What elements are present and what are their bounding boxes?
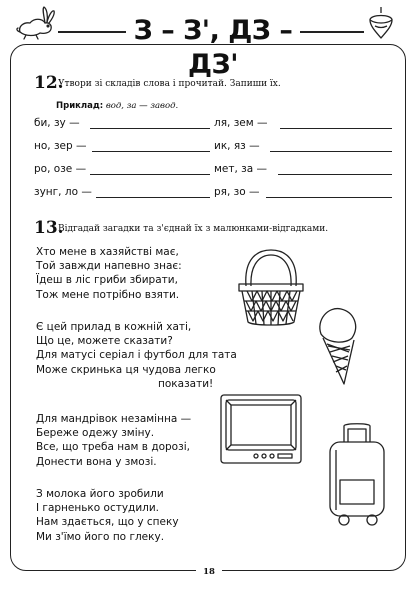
tv-icon[interactable] [218,392,304,466]
answer-line-left[interactable] [92,151,210,152]
rabbit-icon [14,4,58,42]
riddle-line: Для мандрівок незамінна — [36,413,192,425]
page-number: 18 [196,567,222,577]
task-13-number: 13. [34,218,64,238]
riddle-line: З молока його зробили [36,488,164,500]
answer-line-right[interactable] [278,174,392,175]
riddle-line: Хто мене в хазяйстві має, [36,246,179,258]
riddle-line: Для матусі серіал і футбол для тата [36,349,237,362]
basket-icon[interactable] [234,246,308,330]
riddle-line: Є цей прилад в кожній хаті, [36,321,192,333]
word-row-2 [34,140,394,156]
syllables-left: но, зер — [34,140,87,152]
header-rule-right [300,31,364,33]
riddle-1[interactable] [36,245,182,302]
spinning-top-icon [366,6,396,40]
syllables-left: зунг, ло — [34,186,92,198]
task-12-example [56,101,178,111]
riddle-line: Нам здається, що у спеку [36,516,179,529]
riddle-line: Що це, можете сказати? [36,335,173,348]
riddle-line: Їдеш в ліс гриби збирати, [36,274,178,287]
word-row-1 [34,117,394,133]
riddle-3[interactable] [36,412,191,469]
task-12-number: 12. [34,73,64,93]
riddle-2[interactable] [36,320,237,391]
syllables-right: ря, зо — [214,186,260,198]
riddle-line: І гарненько остудили. [36,502,160,515]
syllables-right: ля, зем — [214,117,268,129]
riddle-line: Все, що треба нам в дорозі, [36,441,190,454]
answer-line-right[interactable] [270,151,392,152]
riddle-line: Донести вона у змозі. [36,455,157,468]
header-rule-left [58,31,126,33]
task-12-instruction: Утвори зі складів слова і прочитай. Запиши їх. [58,79,281,89]
page-title: З – З', ДЗ – ДЗ' [133,15,293,80]
riddle-line: Береже одежу зміну. [36,427,155,440]
word-row-3 [34,163,394,179]
answer-line-left[interactable] [96,197,210,198]
riddle-line: показати! [158,377,214,390]
task-13-instruction: Відгадай загадки та з'єднай їх з малюнками-відгадками. [58,224,329,234]
syllables-right: ик, яз — [214,140,260,152]
answer-line-right[interactable] [266,197,392,198]
riddle-line: Тож мене потрібно взяти. [36,288,180,301]
riddle-line: Той завжди напевно знає: [36,260,182,273]
example-text: вод, за — завод. [105,101,179,111]
riddle-line: Ми з'їмо його по глеку. [36,530,165,543]
ice-cream-icon[interactable] [314,302,360,388]
word-row-4 [34,186,394,202]
syllables-left: ро, озе — [34,163,87,175]
answer-line-right[interactable] [280,128,392,129]
riddle-4[interactable] [36,487,179,544]
syllables-left: би, зу — [34,117,80,129]
riddle-line: Може скринька ця чудова легко [36,363,216,376]
syllables-right: мет, за — [214,163,268,175]
suitcase-icon[interactable] [326,420,388,528]
example-label: Приклад: [56,101,104,111]
answer-line-left[interactable] [90,128,210,129]
answer-line-left[interactable] [90,174,210,175]
